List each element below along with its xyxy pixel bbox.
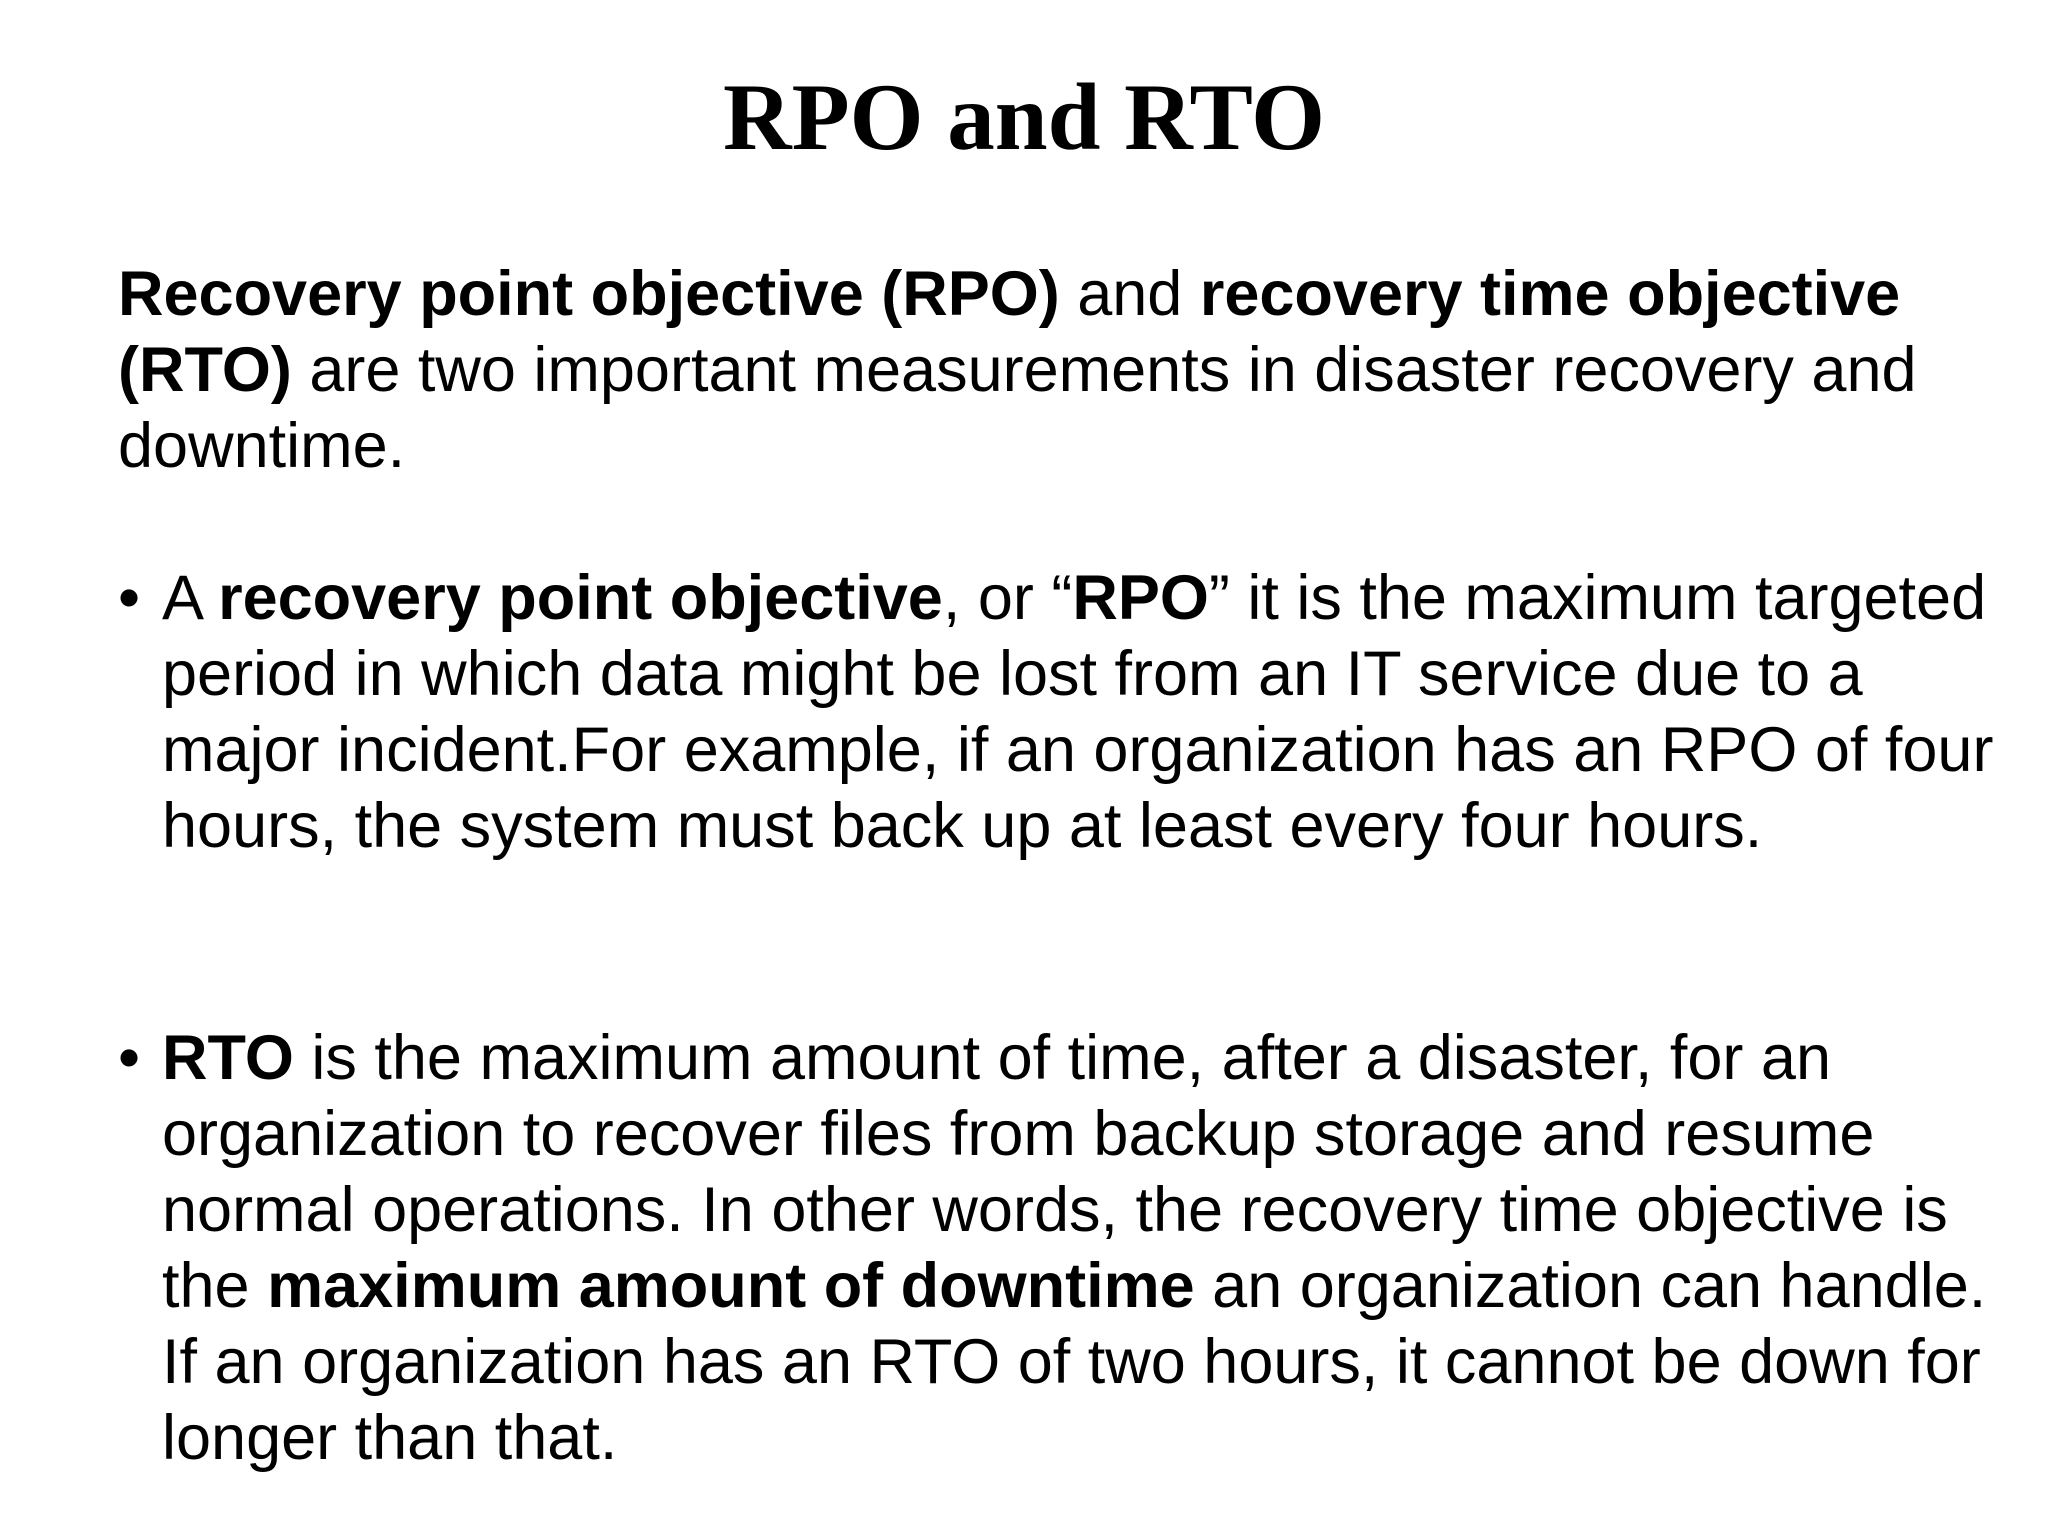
bullet-rto-text-2: an organization can handle. If an organization has an RTO of two hours, it cannot be down for longer than that. <box>162 1251 1987 1473</box>
slide-title: RPO and RTO <box>722 64 1325 170</box>
bullet-rpo-text-3: ” it is the maximum targeted period in which data might be lost from an IT service due to a major incident.For example, if an organization has an RPO of four hours, the system must back up at least every four hours. <box>162 563 1994 861</box>
bullet-rto <box>118 1020 1998 1476</box>
bullet-rpo-text-2: , or “ <box>942 563 1073 633</box>
intro-term-rto: recovery time objective (RTO) <box>118 259 1901 405</box>
intro-paragraph <box>118 256 1998 484</box>
bullet-rpo-content <box>162 560 1998 864</box>
intro-term-rpo: Recovery point objective (RPO) <box>118 259 1060 329</box>
bullet-rpo-term: recovery point objective <box>218 563 943 633</box>
bullet-dot: • <box>118 1023 141 1093</box>
bullet-rto-content <box>162 1020 1998 1476</box>
bullet-rto-emphasis: maximum amount of downtime <box>267 1251 1195 1321</box>
bullet-rto-term: RTO <box>162 1023 294 1093</box>
intro-text-connector: and <box>1059 259 1200 329</box>
bullet-rpo-text-1: A <box>162 563 219 633</box>
bullet-dot: • <box>118 563 141 633</box>
bullet-rpo <box>118 560 1998 864</box>
intro-text-rest: are two important measurements in disaster recovery and downtime. <box>118 335 1917 481</box>
bullet-rpo-abbrev: RPO <box>1072 563 1209 633</box>
bullet-rto-text-1: is the maximum amount of time, after a disaster, for an organization to recover files from backup storage and resume normal operations. In other words, the recovery time objective is the <box>162 1023 1948 1321</box>
